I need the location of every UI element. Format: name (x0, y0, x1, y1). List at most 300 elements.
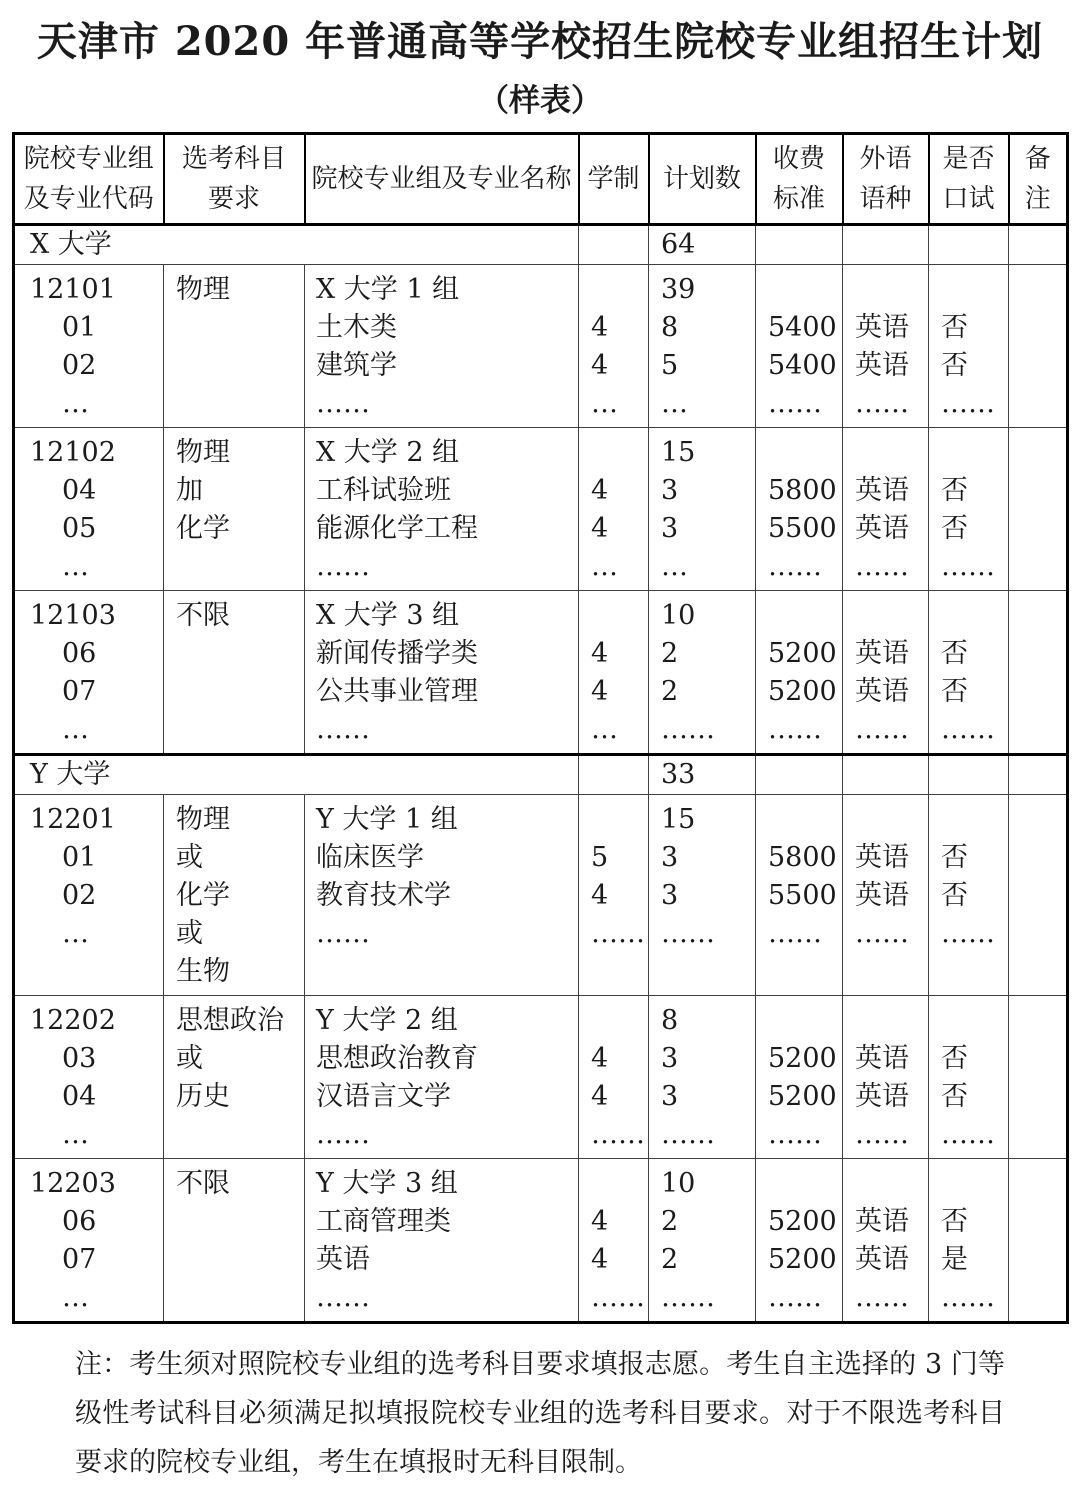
languages-line: 英语 (855, 842, 909, 873)
codes-line: 02 (62, 350, 97, 381)
plans-line: 2 (661, 676, 679, 707)
remarks-line (1009, 472, 1066, 510)
plans-line: 10 (661, 1168, 696, 1199)
header-line: 外语 (859, 144, 912, 174)
years-line: 4 (591, 312, 609, 343)
cell-fees (756, 428, 843, 591)
oral-line: …… (941, 551, 995, 582)
names-line: 临床医学 (316, 842, 424, 873)
remarks-line (1009, 635, 1066, 673)
fees-line (756, 434, 842, 472)
header-line: 计划数 (662, 164, 741, 194)
codes-line: 03 (62, 1043, 97, 1074)
cell-years (579, 428, 649, 591)
subjects-line (164, 548, 304, 586)
years-line: … (591, 714, 618, 745)
fees-line: 5200 (768, 1206, 837, 1237)
cell-names (305, 996, 579, 1159)
years-line: 4 (591, 1043, 609, 1074)
empty-cell (756, 225, 843, 265)
group-row (14, 591, 1068, 755)
names-line: 思想政治教育 (316, 1043, 478, 1074)
names-line: 工商管理类 (316, 1206, 451, 1237)
remarks-line (1009, 597, 1066, 635)
oral-line (929, 597, 1008, 635)
subjects-line: 物理 (176, 274, 230, 305)
header-line: 标准 (772, 184, 825, 214)
empty-cell (1009, 755, 1068, 795)
codes-line: 12202 (30, 1005, 116, 1036)
languages-line: 英语 (855, 1081, 909, 1112)
years-line (579, 434, 648, 472)
subjects-line: 物理 (176, 437, 230, 468)
subjects-line: 物理 (176, 804, 230, 835)
empty-cell (579, 225, 649, 265)
fees-line: 5400 (768, 312, 837, 343)
oral-line: 否 (941, 880, 968, 911)
subjects-line: 化学 (176, 513, 230, 544)
oral-line (929, 801, 1008, 839)
page-title: 天津市 2020 年普通高等学校招生院校专业组招生计划 (36, 18, 1044, 65)
footnote: 注：考生须对照院校专业组的选考科目要求填报志愿。考生自主选择的 3 门等级性考试科目必须满足拟填报院校专业组的选考科目要求。对于不限选考科目要求的院校专业组，考生在填报时无科目限制。 (75, 1349, 1005, 1479)
cell-plans (649, 795, 756, 996)
names-line: Y 大学 3 组 (316, 1168, 458, 1199)
years-line: 4 (591, 880, 609, 911)
fees-line (756, 271, 842, 309)
plans-line: …… (661, 918, 715, 949)
remarks-line (1009, 915, 1066, 953)
cell-codes (14, 591, 164, 755)
cell-languages (843, 591, 929, 755)
cell-plans (649, 996, 756, 1159)
fees-line (756, 597, 842, 635)
codes-line: 12203 (30, 1168, 116, 1199)
cell-plans (649, 265, 756, 428)
cell-codes (14, 428, 164, 591)
oral-line (929, 434, 1008, 472)
years-line: 4 (591, 638, 609, 669)
plans-line: … (661, 388, 688, 419)
plans-line: 5 (661, 350, 679, 381)
plans-line: 2 (661, 1244, 679, 1275)
names-line: 教育技术学 (316, 880, 451, 911)
university-name: X 大学 (14, 225, 579, 265)
cell-names (305, 1159, 579, 1323)
cell-remarks (1009, 428, 1068, 591)
university-name: Y 大学 (14, 755, 579, 795)
plans-line: 8 (661, 312, 679, 343)
header-line: 院校专业组 (23, 144, 154, 174)
cell-names (305, 591, 579, 755)
plans-line: 10 (661, 600, 696, 631)
header-line: 收费 (772, 144, 825, 174)
group-row (14, 1159, 1068, 1323)
subjects-line: 化学 (176, 880, 230, 911)
fees-line (756, 953, 842, 991)
subjects-line (164, 673, 304, 711)
oral-line: 否 (941, 1206, 968, 1237)
plans-line: 2 (661, 638, 679, 669)
plans-line: … (661, 551, 688, 582)
remarks-line (1009, 1165, 1066, 1203)
subjects-line: 思想政治 (176, 1005, 284, 1036)
languages-line: 英语 (855, 676, 909, 707)
empty-cell (929, 755, 1009, 795)
header-line: 口试 (942, 184, 995, 214)
cell-plans (649, 428, 756, 591)
col-header-code (14, 134, 164, 225)
cell-languages (843, 996, 929, 1159)
languages-line (843, 953, 928, 991)
cell-languages (843, 428, 929, 591)
subjects-line: 或 (176, 918, 203, 949)
remarks-line (1009, 548, 1066, 586)
languages-line: …… (855, 1282, 909, 1313)
university-row (14, 225, 1068, 265)
cell-names (305, 795, 579, 996)
years-line: …… (591, 1282, 645, 1313)
subjects-line: 历史 (176, 1081, 230, 1112)
subjects-line (164, 1203, 304, 1241)
codes-line: 06 (62, 638, 97, 669)
col-header-oral-test (929, 134, 1009, 225)
subjects-line (164, 711, 304, 749)
university-total: 33 (649, 755, 756, 795)
subjects-line: 或 (176, 842, 203, 873)
fees-line: …… (768, 388, 822, 419)
languages-line: 英语 (855, 638, 909, 669)
remarks-line (1009, 877, 1066, 915)
subjects-line (164, 1279, 304, 1317)
languages-line: 英语 (855, 1043, 909, 1074)
plans-line (649, 953, 755, 991)
subjects-line (164, 635, 304, 673)
codes-line: … (62, 1282, 89, 1313)
languages-line (843, 597, 928, 635)
oral-line: …… (941, 1119, 995, 1150)
cell-years (579, 795, 649, 996)
names-line (305, 953, 578, 991)
cell-years (579, 591, 649, 755)
codes-line: … (62, 551, 89, 582)
oral-line: …… (941, 1282, 995, 1313)
years-line: …… (591, 1119, 645, 1150)
oral-line: …… (941, 918, 995, 949)
col-header-fee (756, 134, 843, 225)
empty-cell (929, 225, 1009, 265)
header-line: 院校专业组及专业名称 (311, 164, 572, 194)
university-row (14, 755, 1068, 795)
cell-oral (929, 795, 1009, 996)
empty-cell (843, 225, 929, 265)
cell-languages (843, 1159, 929, 1323)
fees-line (756, 1165, 842, 1203)
group-row (14, 996, 1068, 1159)
cell-subjects (164, 265, 305, 428)
languages-line: …… (855, 1119, 909, 1150)
plans-line: 39 (661, 274, 696, 305)
empty-cell (579, 755, 649, 795)
col-header-remarks (1009, 134, 1068, 225)
cell-codes (14, 996, 164, 1159)
plans-line: 15 (661, 437, 696, 468)
cell-oral (929, 428, 1009, 591)
header-line: 学制 (587, 164, 640, 194)
years-line (579, 953, 648, 991)
names-line: …… (316, 551, 370, 582)
remarks-line (1009, 801, 1066, 839)
cell-subjects (164, 795, 305, 996)
years-line: 4 (591, 350, 609, 381)
cell-oral (929, 265, 1009, 428)
fees-line: 5200 (768, 1244, 837, 1275)
fees-line: 5200 (768, 1043, 837, 1074)
fees-line: 5800 (768, 842, 837, 873)
cell-fees (756, 591, 843, 755)
plans-line: …… (661, 1282, 715, 1313)
header-line: 语种 (859, 184, 912, 214)
plans-line: 3 (661, 513, 679, 544)
languages-line: 英语 (855, 1244, 909, 1275)
languages-line: …… (855, 551, 909, 582)
cell-oral (929, 996, 1009, 1159)
remarks-line (1009, 309, 1066, 347)
plans-line: 3 (661, 1043, 679, 1074)
plans-line: 3 (661, 842, 679, 873)
years-line: 5 (591, 842, 609, 873)
fees-line: …… (768, 714, 822, 745)
oral-line: 否 (941, 475, 968, 506)
remarks-line (1009, 839, 1066, 877)
remarks-line (1009, 1116, 1066, 1154)
cell-years (579, 265, 649, 428)
names-line: 公共事业管理 (316, 676, 478, 707)
plans-line: 3 (661, 1081, 679, 1112)
cell-codes (14, 265, 164, 428)
empty-cell (1009, 225, 1068, 265)
cell-subjects (164, 428, 305, 591)
col-header-subjects (164, 134, 305, 225)
codes-line: 01 (62, 312, 97, 343)
years-line (579, 801, 648, 839)
years-line (579, 1165, 648, 1203)
header-line: 及专业代码 (23, 184, 154, 214)
cell-names (305, 265, 579, 428)
names-line: 工科试验班 (316, 475, 451, 506)
cell-years (579, 1159, 649, 1323)
names-line: …… (316, 1119, 370, 1150)
years-line: 4 (591, 475, 609, 506)
cell-languages (843, 795, 929, 996)
cell-subjects (164, 591, 305, 755)
plans-line: 3 (661, 880, 679, 911)
remarks-line (1009, 1241, 1066, 1279)
years-line: 4 (591, 1081, 609, 1112)
cell-remarks (1009, 1159, 1068, 1323)
remarks-line (1009, 673, 1066, 711)
names-line: 英语 (316, 1244, 370, 1275)
plans-line: 3 (661, 475, 679, 506)
cell-remarks (1009, 795, 1068, 996)
admission-plan-table (12, 132, 1069, 1324)
oral-line: 否 (941, 1081, 968, 1112)
languages-line: 英语 (855, 1206, 909, 1237)
subjects-line (164, 385, 304, 423)
subjects-line: 不限 (176, 600, 230, 631)
fees-line: 5400 (768, 350, 837, 381)
fees-line: …… (768, 918, 822, 949)
names-line: Y 大学 2 组 (316, 1005, 458, 1036)
years-line: … (591, 551, 618, 582)
oral-line: 是 (941, 1244, 968, 1275)
names-line: X 大学 3 组 (316, 600, 460, 631)
fees-line: 5200 (768, 1081, 837, 1112)
plans-line: …… (661, 714, 715, 745)
plans-line: …… (661, 1119, 715, 1150)
cell-fees (756, 996, 843, 1159)
oral-line (929, 953, 1008, 991)
col-header-language (843, 134, 929, 225)
years-line: …… (591, 918, 645, 949)
subjects-line: 生物 (176, 956, 230, 987)
names-line: X 大学 2 组 (316, 437, 460, 468)
header-row (14, 134, 1068, 225)
languages-line: 英语 (855, 350, 909, 381)
oral-line: …… (941, 388, 995, 419)
cell-oral (929, 1159, 1009, 1323)
codes-line: … (62, 918, 89, 949)
oral-line (929, 1165, 1008, 1203)
oral-line: 否 (941, 638, 968, 669)
years-line: 4 (591, 1206, 609, 1237)
fees-line: 5800 (768, 475, 837, 506)
codes-line: 06 (62, 1206, 97, 1237)
cell-years (579, 996, 649, 1159)
university-total: 64 (649, 225, 756, 265)
subjects-line: 不限 (176, 1168, 230, 1199)
plans-line: 15 (661, 804, 696, 835)
header-line: 要求 (207, 184, 260, 214)
plans-line: 2 (661, 1206, 679, 1237)
codes-line: … (62, 1119, 89, 1150)
group-row (14, 265, 1068, 428)
fees-line: 5200 (768, 676, 837, 707)
oral-line: 否 (941, 842, 968, 873)
codes-line: 01 (62, 842, 97, 873)
subjects-line: 或 (176, 1043, 203, 1074)
fees-line: …… (768, 1119, 822, 1150)
names-line: …… (316, 714, 370, 745)
oral-line: 否 (941, 350, 968, 381)
cell-fees (756, 1159, 843, 1323)
names-line: …… (316, 918, 370, 949)
codes-line: 07 (62, 676, 97, 707)
codes-line: … (62, 388, 89, 419)
oral-line: 否 (941, 513, 968, 544)
remarks-line (1009, 953, 1066, 991)
codes-line (15, 953, 163, 991)
subjects-line (164, 347, 304, 385)
codes-line: 05 (62, 513, 97, 544)
languages-line (843, 1002, 928, 1040)
fees-line (756, 801, 842, 839)
years-line (579, 1002, 648, 1040)
subjects-line: 加 (176, 475, 203, 506)
oral-line (929, 271, 1008, 309)
remarks-line (1009, 1279, 1066, 1317)
cell-codes (14, 795, 164, 996)
remarks-line (1009, 711, 1066, 749)
languages-line (843, 801, 928, 839)
codes-line: 02 (62, 880, 97, 911)
fees-line: …… (768, 551, 822, 582)
languages-line (843, 434, 928, 472)
header-line: 备 (1024, 144, 1051, 174)
cell-subjects (164, 1159, 305, 1323)
codes-line: 04 (62, 475, 97, 506)
years-line: 4 (591, 676, 609, 707)
years-line: 4 (591, 513, 609, 544)
codes-line: 12102 (30, 437, 116, 468)
col-header-years (579, 134, 649, 225)
page-subtitle: （样表） (478, 83, 602, 119)
years-line (579, 271, 648, 309)
names-line: 新闻传播学类 (316, 638, 478, 669)
languages-line: 英语 (855, 880, 909, 911)
languages-line (843, 1165, 928, 1203)
oral-line (929, 1002, 1008, 1040)
col-header-plan-count (649, 134, 756, 225)
names-line: 汉语言文学 (316, 1081, 451, 1112)
cell-fees (756, 795, 843, 996)
remarks-line (1009, 1078, 1066, 1116)
group-row (14, 428, 1068, 591)
cell-plans (649, 591, 756, 755)
header-line: 选考科目 (181, 144, 286, 174)
empty-cell (843, 755, 929, 795)
cell-plans (649, 1159, 756, 1323)
remarks-line (1009, 1040, 1066, 1078)
remarks-line (1009, 271, 1066, 309)
cell-codes (14, 1159, 164, 1323)
cell-languages (843, 265, 929, 428)
codes-line: 04 (62, 1081, 97, 1112)
fees-line: …… (768, 1282, 822, 1313)
codes-line: 12201 (30, 804, 116, 835)
years-line: 4 (591, 1244, 609, 1275)
names-line: …… (316, 1282, 370, 1313)
fees-line: 5500 (768, 880, 837, 911)
languages-line: …… (855, 918, 909, 949)
empty-cell (756, 755, 843, 795)
plans-line: 8 (661, 1005, 679, 1036)
subjects-line (164, 1116, 304, 1154)
names-line: 能源化学工程 (316, 513, 478, 544)
codes-line: 12101 (30, 274, 116, 305)
oral-line: 否 (941, 1043, 968, 1074)
cell-remarks (1009, 265, 1068, 428)
fees-line: 5200 (768, 638, 837, 669)
subjects-line (164, 309, 304, 347)
fees-line: 5500 (768, 513, 837, 544)
cell-fees (756, 265, 843, 428)
oral-line: 否 (941, 312, 968, 343)
years-line: … (591, 388, 618, 419)
codes-line: … (62, 714, 89, 745)
names-line: 土木类 (316, 312, 397, 343)
cell-oral (929, 591, 1009, 755)
header-line: 注 (1024, 184, 1051, 214)
